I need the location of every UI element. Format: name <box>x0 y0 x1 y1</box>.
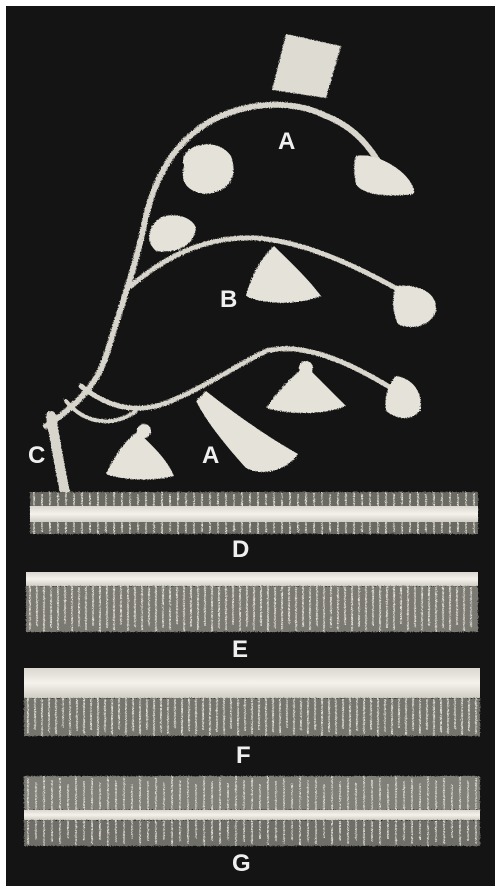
fringe-band-f <box>24 668 480 736</box>
label-a-top: A <box>278 128 296 155</box>
photo-plate <box>6 6 495 886</box>
tassel <box>246 246 321 303</box>
label-b: B <box>220 286 238 313</box>
tassel <box>385 376 420 418</box>
tassel <box>354 155 414 195</box>
fabric-tab <box>272 34 341 98</box>
tassel <box>393 286 436 327</box>
tassel-head <box>137 424 151 438</box>
fringe-band-e <box>26 572 478 632</box>
label-e: E <box>232 636 249 663</box>
label-a-bottom: A <box>202 442 220 469</box>
fringe-band-g <box>24 776 480 846</box>
tassel <box>106 431 174 480</box>
label-d: D <box>232 536 250 563</box>
label-f: F <box>236 742 251 769</box>
label-g: G <box>232 850 251 877</box>
fringe-band-d <box>30 492 478 534</box>
tassel <box>183 144 234 194</box>
tassel <box>149 215 196 252</box>
tassel-head <box>299 361 313 375</box>
label-c: C <box>28 442 46 469</box>
